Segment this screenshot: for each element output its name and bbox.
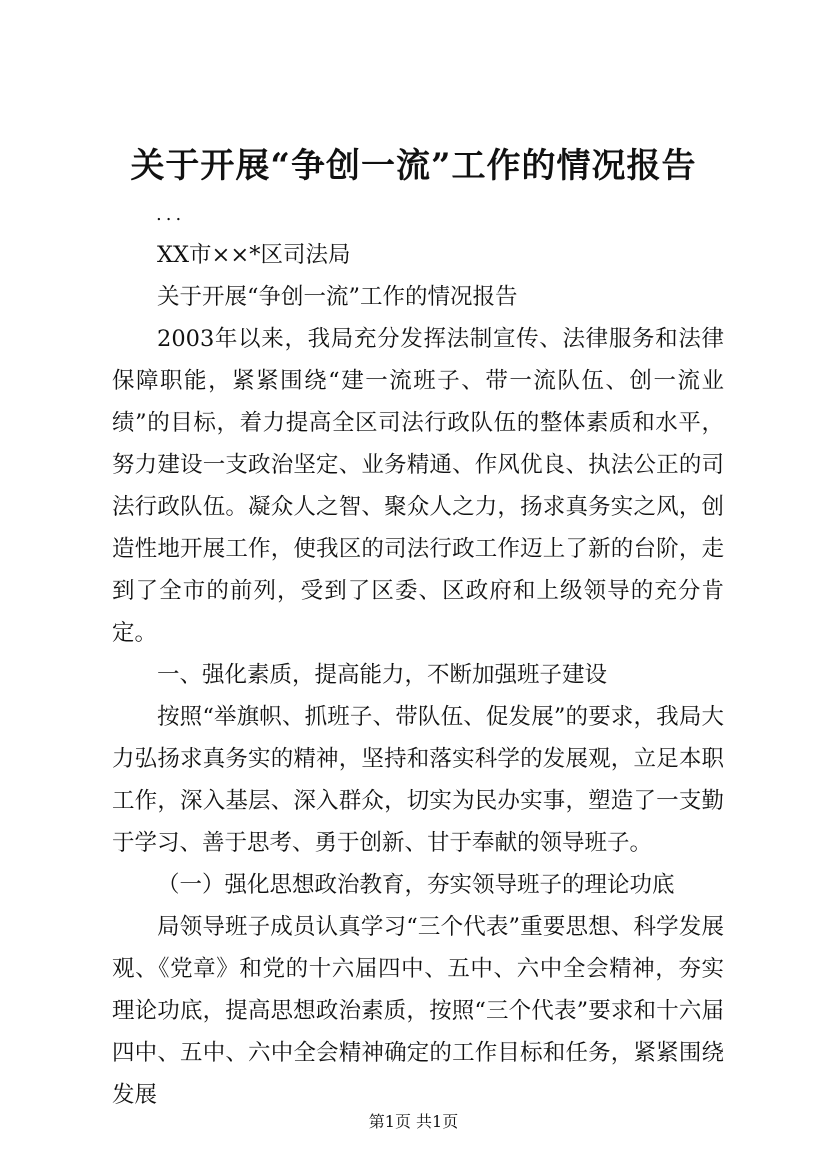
page-number-footer: 第1页 共1页 xyxy=(368,1112,459,1131)
paragraph-intro: 2003年以来，我局充分发挥法制宣传、法律服务和法律保障职能，紧紧围绕“建一流班子、带一流队伍、创一流业绩”的目标，着力提高全区司法行政队伍的整体素质和水平，努力建设一支政治坚定、业务精通、作风优良、执法公正的司法行政队伍。凝众人之智、聚众人之力，扬求真务实之风，创造性地开展工作，使我区的司法行政工作迈上了新的台阶，走到了全市的前列，受到了区委、区政府和上级领导的充分肯定。 xyxy=(112,326,724,646)
section-heading-1: 一、强化素质，提高能力，不断加强班子建设 xyxy=(157,662,608,688)
document-body xyxy=(112,234,724,1116)
paragraph-subtitle: 关于开展“争创一流”工作的情况报告 xyxy=(157,284,518,310)
paragraph-issuer: XX市××*区司法局 xyxy=(157,242,351,268)
subsection-heading-1: （一）强化思想政治教育，夯实领导班子的理论功底 xyxy=(157,872,675,898)
ellipsis-marker: ... xyxy=(156,204,186,225)
document-title: 关于开展“争创一流”工作的情况报告 xyxy=(130,146,697,186)
paragraph-subsection-1: 局领导班子成员认真学习“三个代表”重要思想、科学发展观、《党章》和党的十六届四中、五中、六中全会精神，夯实理论功底，提高思想政治素质，按照“三个代表”要求和十六届四中、五中、六中全会精神确定的工作目标和任务，紧紧围绕发展 xyxy=(112,914,724,1108)
paragraph-section-1: 按照“举旗帜、抓班子、带队伍、促发展”的要求，我局大力弘扬求真务实的精神，坚持和落实科学的发展观，立足本职工作，深入基层、深入群众，切实为民办实事，塑造了一支勤于学习、善于思考、勇于创新、甘于奉献的领导班子。 xyxy=(112,704,724,856)
